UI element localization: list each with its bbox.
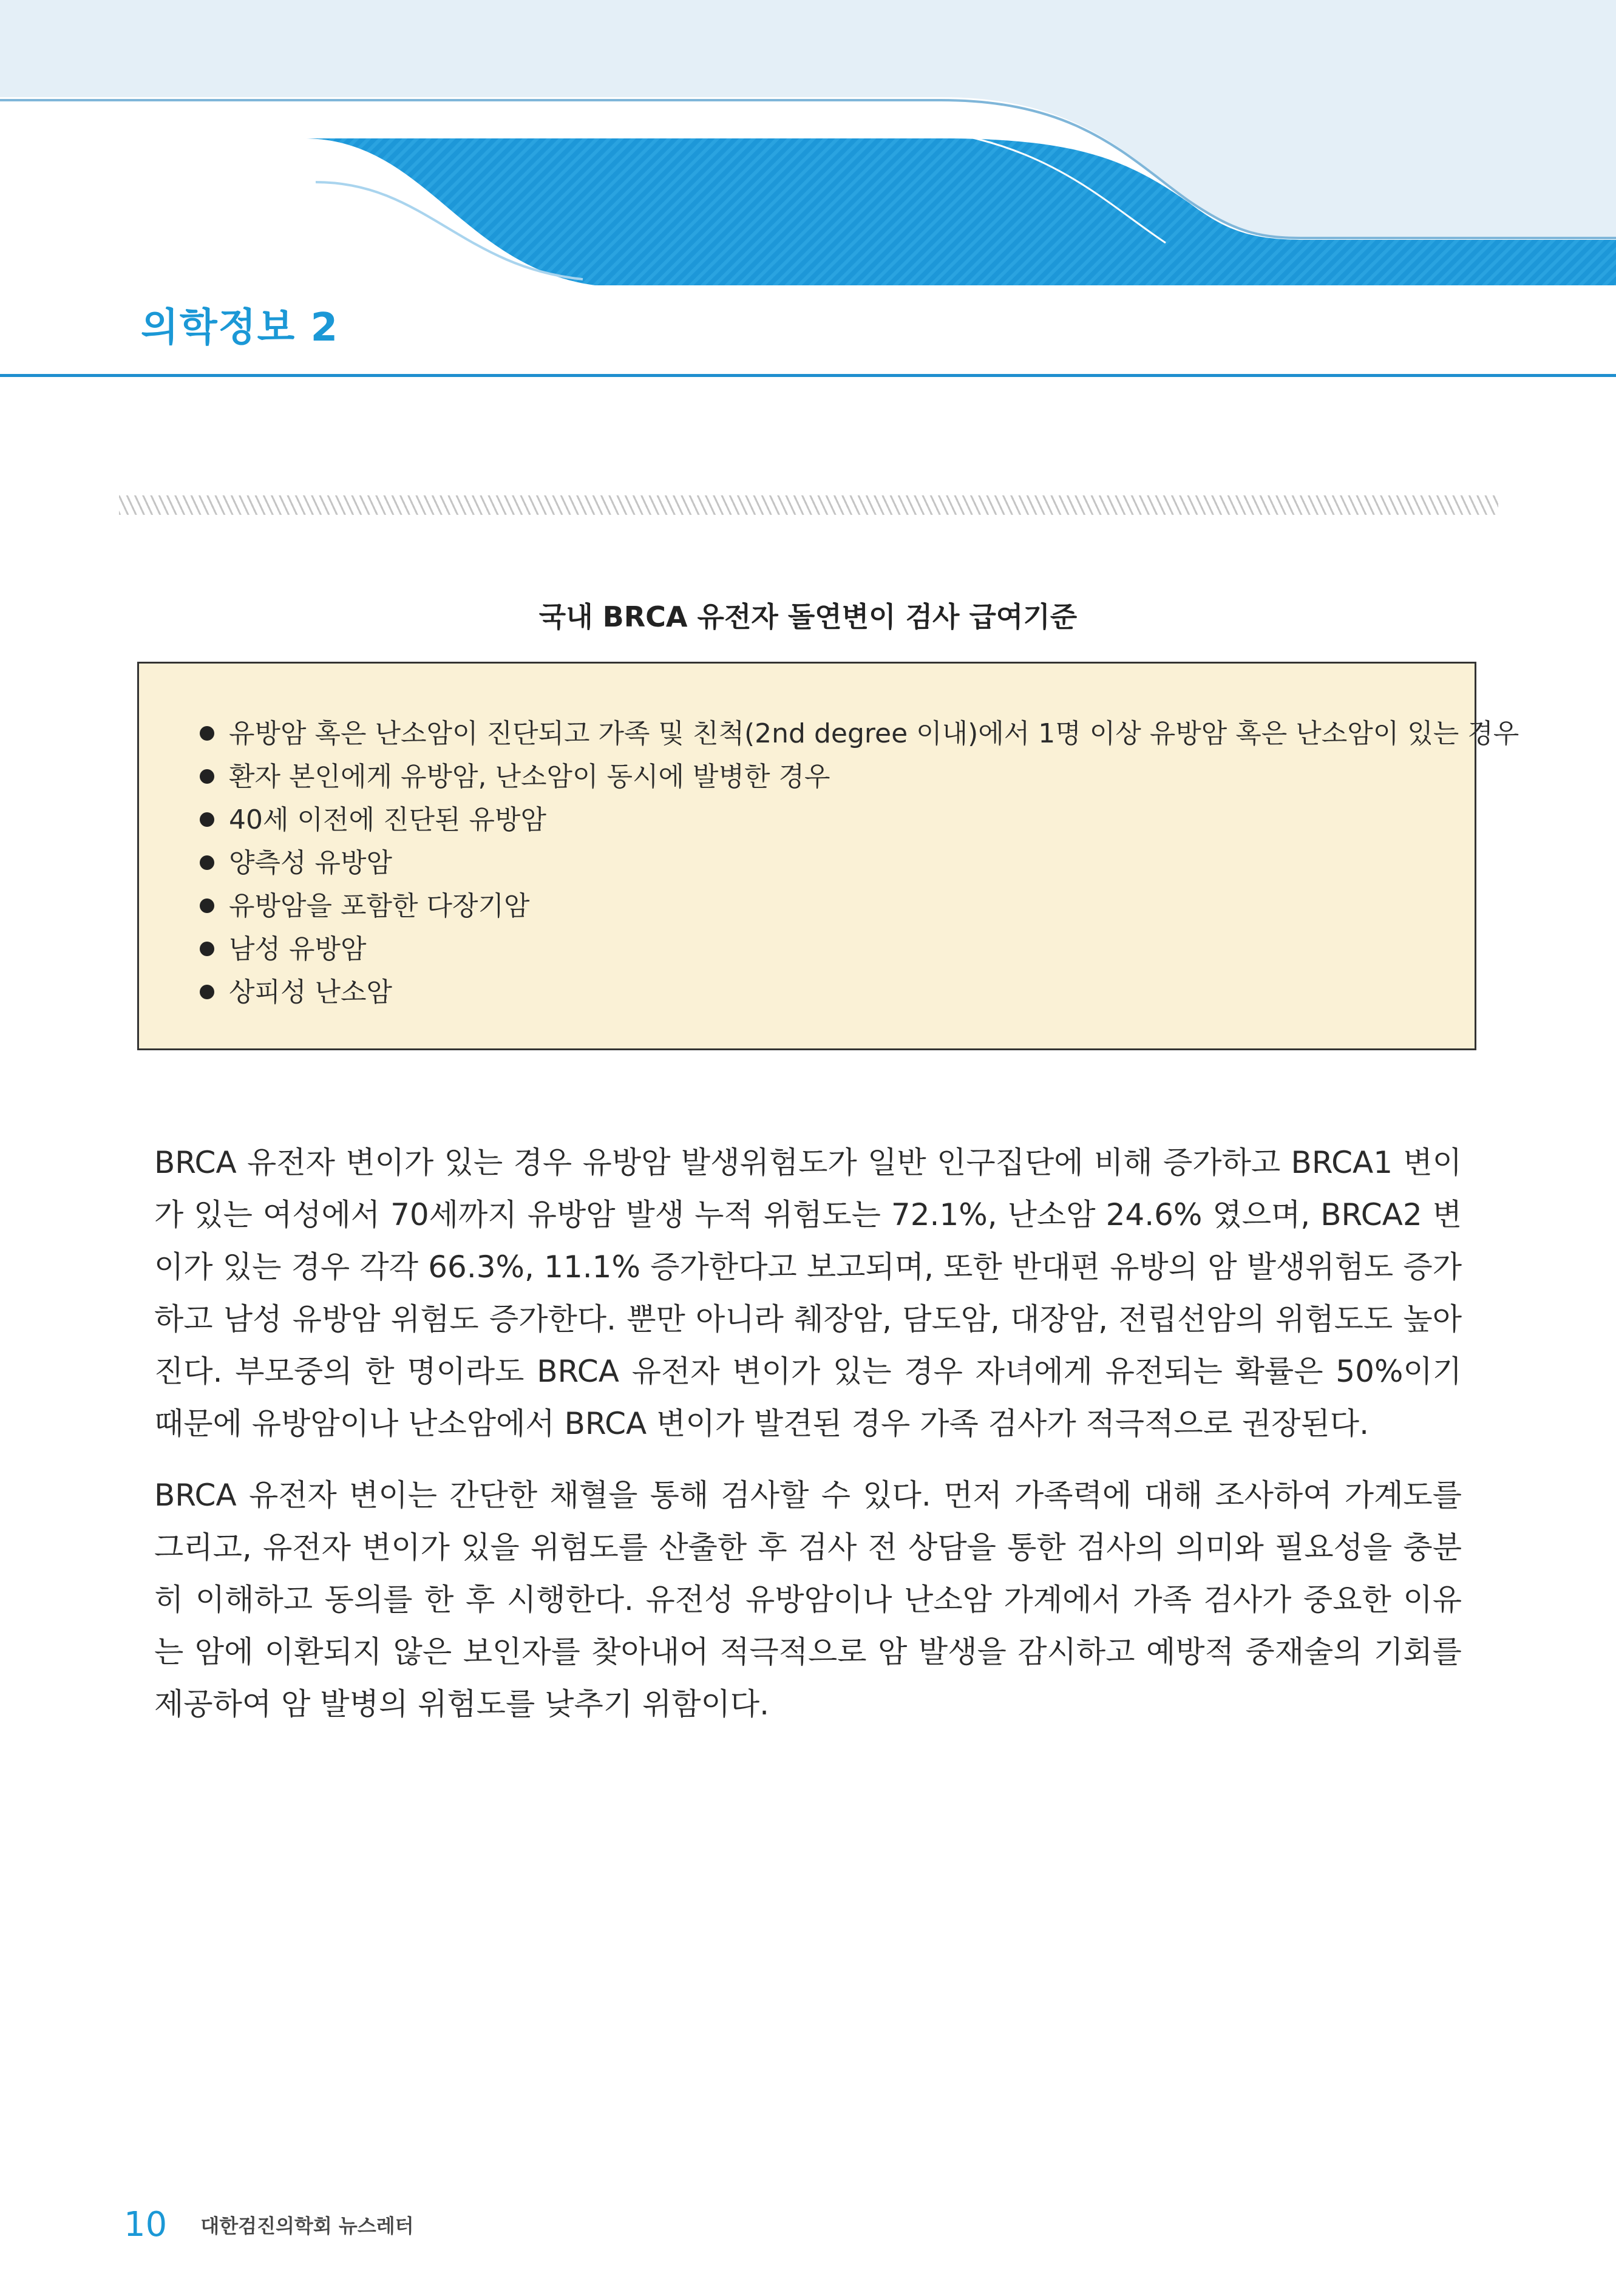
- header-wave-banner: [0, 0, 1616, 291]
- criteria-title: 국내 BRCA 유전자 돌연변이 검사 급여기준: [538, 600, 1078, 633]
- list-item: 40세 이전에 진단된 유방암: [200, 798, 1475, 841]
- bullet-icon: [200, 942, 214, 956]
- hatched-divider: [119, 495, 1498, 515]
- list-item: 유방암 혹은 난소암이 진단되고 가족 및 친척(2nd degree 이내)에서 1명 이상 유방암 혹은 난소암이 있는 경우: [200, 712, 1475, 755]
- list-item: 양측성 유방암: [200, 841, 1475, 885]
- list-item: 환자 본인에게 유방암, 난소암이 동시에 발병한 경우: [200, 755, 1475, 798]
- section-divider: [0, 374, 1616, 377]
- bullet-icon: [200, 812, 214, 827]
- body-paragraph-2: BRCA 유전자 변이는 간단한 채혈을 통해 검사할 수 있다. 먼저 가족력에 대해 조사하여 가계도를 그리고, 유전자 변이가 있을 위험도를 산출한 후 검사 전 상담을 통한 검사의 의미와 필요성을 충분히 이해하고 동의를 한 후 시행한다. 유전성 유방암이나 난소암 가계에서 가족 검사가 중요한 이유는 암에 이환되지 않은 보인자를 찾아내어 적극적으로 암 발생을 감시하고 예방적 중재술의 기회를 제공하여 암 발병의 위험도를 낮추기 위함이다.: [154, 1478, 1462, 1722]
- bullet-icon: [200, 855, 214, 870]
- list-item: 상피성 난소암: [200, 971, 1475, 1014]
- bullet-icon: [200, 898, 214, 913]
- section-title: 의학정보 2: [141, 305, 339, 350]
- bullet-icon: [200, 985, 214, 999]
- bullet-icon: [200, 769, 214, 784]
- criteria-box: [137, 662, 1519, 1050]
- list-item: 남성 유방암: [200, 928, 1475, 971]
- page-number: 10: [124, 2205, 168, 2244]
- publication-name: 대한검진의학회 뉴스레터: [200, 2214, 414, 2238]
- body-paragraph-1: BRCA 유전자 변이가 있는 경우 유방암 발생위험도가 일반 인구집단에 비해 증가하고 BRCA1 변이가 있는 여성에서 70세까지 유방암 발생 누적 위험도는 72.1%, 난소암 24.6% 였으며, BRCA2 변이가 있는 경우 각각 66.3%, 11.1% 증가한다고 보고되며, 또한 반대편 유방의 암 발생위험도 증가하고 남성 유방암 위험도 증가한다. 뿐만 아니라 췌장암, 담도암, 대장암, 전립선암의 위험도도 높아진다. 부모중의 한 명이라도 BRCA 유전자 변이가 있는 경우 자녀에게 유전되는 확률은 50%이기 때문에 유방암이나 난소암에서 BRCA 변이가 발견된 경우 가족 검사가 적극적으로 권장된다.: [154, 1145, 1462, 1441]
- bullet-icon: [200, 726, 214, 741]
- page-footer: [124, 2205, 414, 2244]
- list-item: 유방암을 포함한 다장기암: [200, 885, 1475, 928]
